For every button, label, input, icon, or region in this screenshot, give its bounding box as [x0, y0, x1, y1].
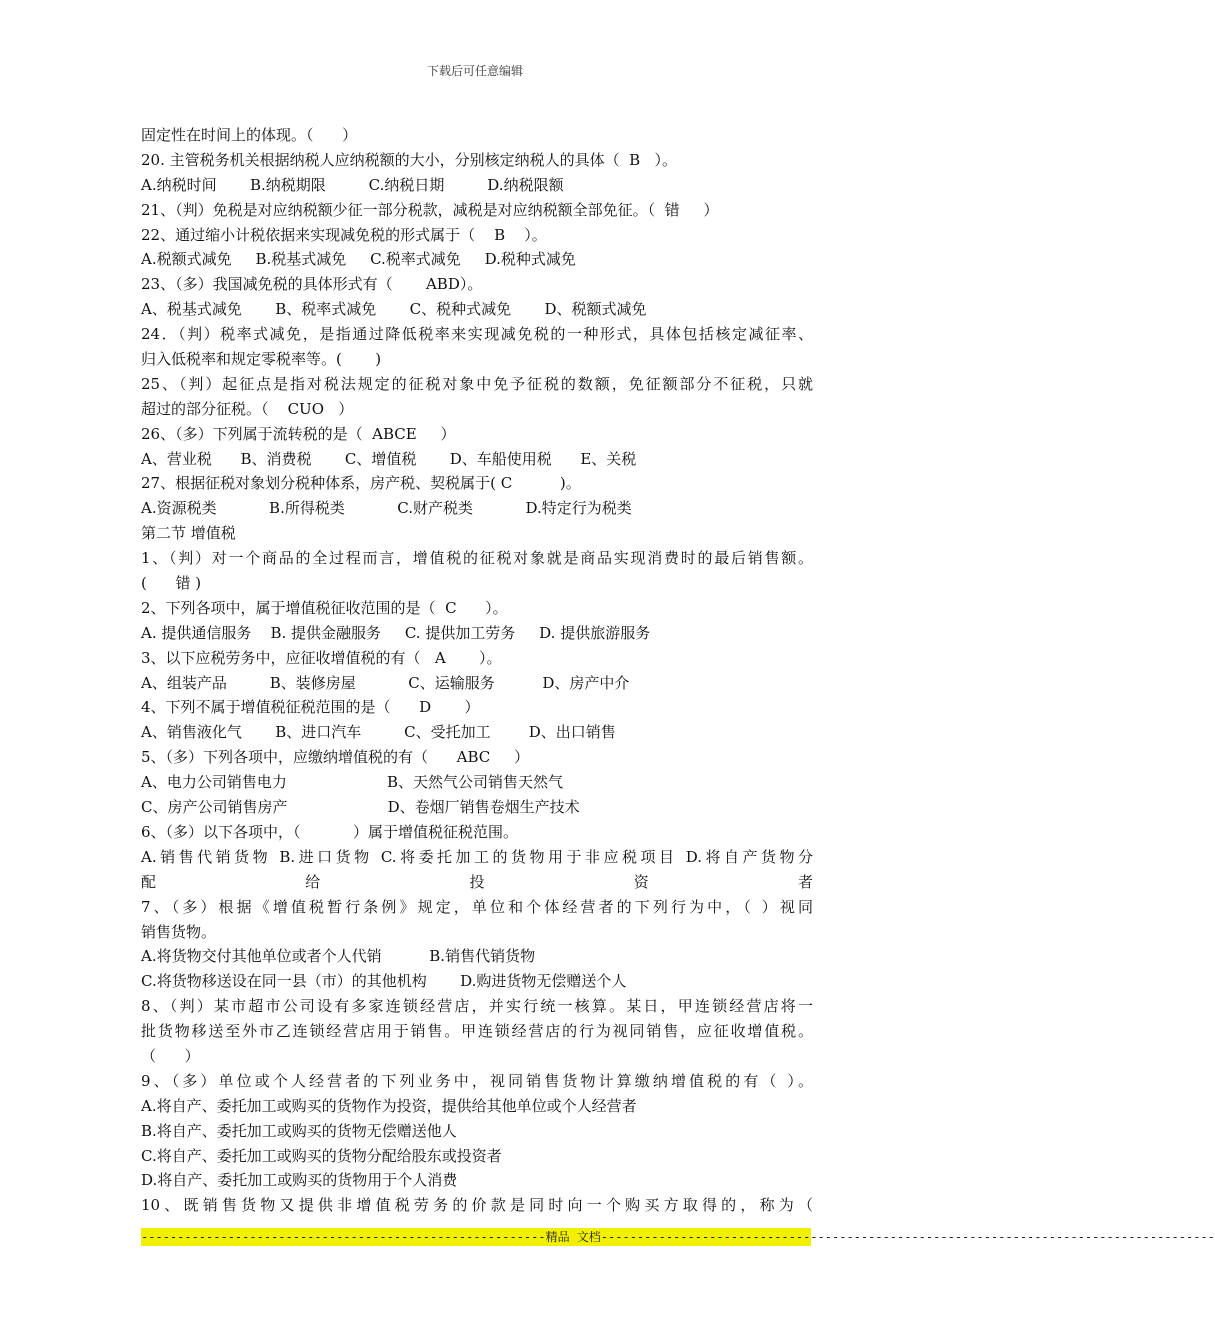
- text-line: A.税额式减免 B.税基式减免 C.税率式减免 D.税种式减免: [141, 250, 576, 269]
- text-line: 10、既销售货物又提供非增值税劳务的价款是同时向一个购买方取得的，称为（: [141, 1196, 813, 1215]
- text-line: 7、（多）根据《增值税暂行条例》规定，单位和个体经营者的下列行为中，（ ）视同: [141, 897, 813, 916]
- text-line: A.纳税时间 B.纳税期限 C.纳税日期 D.纳税限额: [141, 175, 564, 194]
- text-line: A、销售液化气 B、进口汽车 C、受托加工 D、出口销售: [141, 723, 616, 742]
- text-line: 2、下列各项中，属于增值税征收范围的是（ C ）。: [141, 598, 508, 617]
- text-line: ( 错 ): [141, 574, 202, 593]
- text-line: 24．（判）税率式减免，是指通过降低税率来实现减免税的一种形式，具体包括核定减征率、: [141, 325, 813, 344]
- text-line: A、税基式减免 B、税率式减免 C、税种式减免 D、税额式减免: [141, 300, 647, 319]
- text-line: 销售货物。: [141, 922, 217, 941]
- text-line: 5、（多）下列各项中，应缴纳增值税的有（ ABC ）: [141, 748, 530, 767]
- text-line: D.将自产、委托加工或购买的货物用于个人消费: [141, 1171, 458, 1190]
- text-line: A.将货物交付其他单位或者个人代销 B.销售代销货物: [141, 947, 536, 966]
- text-line: C.将自产、委托加工或购买的货物分配给股东或投资者: [141, 1146, 502, 1165]
- footer-label: --------------------------------------------------------精品 文档-------------------------------------------------------------------------------------: [141, 1230, 1215, 1244]
- text-line: 27、根据征税对象划分税种体系，房产税、契税属于( C )。: [141, 474, 581, 493]
- text-line: A、组装产品 B、装修房屋 C、运输服务 D、房产中介: [141, 673, 630, 692]
- text-line: 配给投资者: [141, 872, 813, 891]
- text-line: 固定性在时间上的体现。（ ）: [141, 126, 358, 144]
- text-line: 第二节 增值税: [141, 524, 236, 543]
- text-line: A.销售代销货物 B.进口货物 C.将委托加工的货物用于非应税项目 D.将自产货物分: [141, 847, 813, 866]
- text-line: 1、（判）对一个商品的全过程而言，增值税的征税对象就是商品实现消费时的最后销售额。: [141, 549, 813, 568]
- text-line: C、房产公司销售房产 D、卷烟厂销售卷烟生产技术: [141, 798, 580, 817]
- text-line: 4、下列不属于增值税征税范围的是（ D ）: [141, 698, 480, 717]
- text-line: 23、（多）我国减免税的具体形式有（ ABD）。: [141, 275, 483, 294]
- text-line: 26、（多）下列属于流转税的是（ ABCE ）: [141, 424, 456, 443]
- text-line: 批货物移送至外市乙连锁经营店用于销售。甲连锁经营店的行为视同销售，应征收增值税。: [141, 1022, 813, 1041]
- text-line: 20. 主管税务机关根据纳税人应纳税额的大小，分别核定纳税人的具体（ B ）。: [141, 150, 677, 169]
- text-line: 25、（判）起征点是指对税法规定的征税对象中免予征税的数额，免征额部分不征税，只就: [141, 374, 813, 393]
- page-header: 下载后可任意编辑: [426, 64, 523, 78]
- text-line: A、电力公司销售电力 B、天然气公司销售天然气: [141, 773, 563, 792]
- text-line: A.资源税类 B.所得税类 C.财产税类 D.特定行为税类: [141, 499, 632, 518]
- text-line: 22、通过缩小计税依据来实现减免税的形式属于（ B ）。: [141, 225, 547, 244]
- text-line: 6、（多）以下各项中，（ ）属于增值税征税范围。: [141, 822, 518, 841]
- text-line: C.将货物移送设在同一县（市）的其他机构 D.购进货物无偿赠送个人: [141, 972, 627, 991]
- text-line: 9、（多）单位或个人经营者的下列业务中，视同销售货物计算缴纳增值税的有（ ）。: [141, 1071, 813, 1090]
- text-line: 8、（判）某市超市公司设有多家连锁经营店，并实行统一核算。某日，甲连锁经营店将一: [141, 997, 813, 1016]
- text-line: A、营业税 B、消费税 C、增值税 D、车船使用税 E、关税: [141, 449, 637, 468]
- text-line: B.将自产、委托加工或购买的货物无偿赠送他人: [141, 1121, 457, 1140]
- text-line: （ ）: [141, 1046, 200, 1065]
- text-line: 超过的部分征税。（ CUO ）: [141, 399, 354, 418]
- text-line: 21、（判）免税是对应纳税额少征一部分税款，减税是对应纳税额全部免征。（ 错 ）: [141, 200, 719, 219]
- document-body: [141, 123, 813, 1218]
- text-line: 归入低税率和规定零税率等。( ): [141, 350, 382, 369]
- text-line: A.将自产、委托加工或购买的货物作为投资，提供给其他单位或个人经营者: [141, 1096, 637, 1115]
- text-line: 3、以下应税劳务中，应征收增值税的有（ A ）。: [141, 648, 502, 667]
- text-line: A. 提供通信服务 B. 提供金融服务 C. 提供加工劳务 D. 提供旅游服务: [141, 623, 651, 642]
